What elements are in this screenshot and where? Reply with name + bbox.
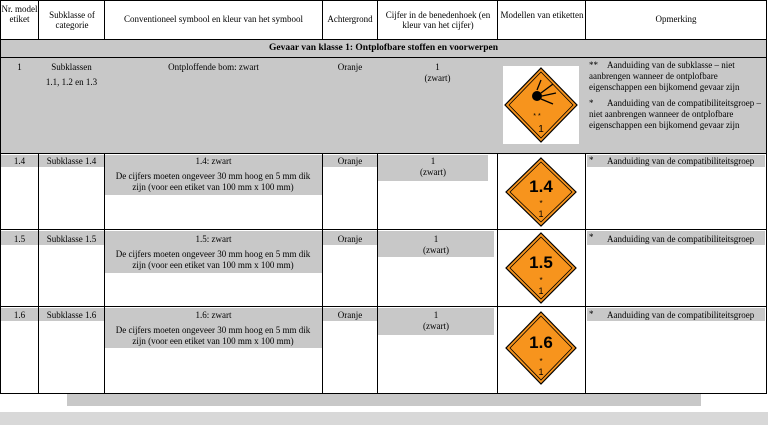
label-model-1-5 (503, 231, 579, 305)
note-mark: * (589, 155, 594, 165)
row-digit-color: (zwart) (423, 245, 449, 255)
row-nr: 1 (17, 62, 22, 72)
table-border (104, 0, 105, 40)
row-symbol: 1.4: zwart (195, 156, 232, 166)
row-subclass: Subklassen (51, 62, 92, 72)
table-border (0, 153, 767, 154)
row-digit-color: (zwart) (420, 167, 446, 177)
label-number: 1 (538, 367, 544, 377)
row-background-color: Oranje (337, 234, 363, 244)
row-digit: 1 (430, 156, 436, 166)
table-border (766, 0, 767, 394)
section-title: Gevaar van klasse 1: Ontplofbare stoffen en voorwerpen (0, 40, 767, 57)
explosive-label-1-6-icon (503, 310, 579, 386)
header-note: Opmerking (655, 14, 697, 24)
label-subclass: 1.4 (529, 177, 553, 196)
label-star: * (539, 276, 543, 285)
row-symbol-note: De cijfers moeten ongeveer 30 mm hoog en 5 mm dik zijn (voor een etiket van 100 mm x 100 mm) (115, 249, 311, 270)
row-symbol: 1.6: zwart (195, 310, 232, 320)
row-background-color: Oranje (337, 62, 363, 72)
label-star: * (539, 357, 543, 366)
row-background-color: Oranje (337, 156, 363, 166)
table-border (0, 0, 767, 1)
note-mark: * (589, 309, 594, 319)
explosive-label-1-4-icon (503, 156, 579, 228)
horizontal-strip (67, 394, 701, 406)
row-nr: 1.5 (13, 234, 26, 244)
header-background: Achtergrond (327, 14, 373, 24)
row-symbol-note: De cijfers moeten ongeveer 30 mm hoog en 5 mm dik zijn (voor een etiket van 100 mm x 100 mm) (115, 325, 311, 346)
table-border (38, 0, 39, 40)
row-symbol: 1.5: zwart (195, 234, 232, 244)
header-digit: Cijfer in de benedenhoek (en kleur van het cijfer) (385, 10, 491, 30)
table-border (497, 0, 498, 40)
table-border (0, 306, 767, 307)
bottom-bar (0, 412, 768, 425)
label-model-1 (503, 66, 579, 144)
row-nr: 1.4 (13, 156, 26, 166)
label-number: 1 (538, 209, 544, 219)
label-model-1-6 (503, 310, 579, 386)
row-background-color: Oranje (337, 310, 363, 320)
row-digit-color: (zwart) (424, 73, 451, 83)
explosive-label-1-icon (503, 66, 579, 144)
table-border (0, 229, 767, 230)
explosive-label-1-5-icon (503, 231, 579, 305)
row-subclass-detail: 1.1, 1.2 en 1.3 (45, 77, 98, 87)
row-symbol-note: De cijfers moeten ongeveer 30 mm hoog en 5 mm dik zijn (voor een etiket van 100 mm x 100 mm) (115, 171, 311, 192)
row-note: Aanduiding van de compatibiliteitsgroep (607, 156, 755, 166)
row-symbol: Ontploffende bom: zwart (168, 62, 259, 72)
header-nr: Nr. model etiket (1, 4, 38, 24)
table-border (377, 0, 378, 40)
note-mark: * (589, 98, 594, 108)
note-mark: * (589, 232, 594, 242)
row-subclass: Subklasse 1.5 (46, 234, 97, 244)
table-border (585, 0, 586, 40)
label-number: 1 (538, 124, 544, 135)
header-subclass: Subklasse of categorie (49, 10, 95, 30)
row-digit: 1 (433, 310, 439, 320)
label-model-1-4 (503, 156, 579, 228)
row-digit: 1 (433, 234, 439, 244)
row-note: Aanduiding van de compatibiliteitsgroep (607, 310, 755, 320)
row-subclass: Subklasse 1.6 (46, 310, 97, 320)
label-star: * * (533, 113, 541, 120)
row-note: Aanduiding van de subklasse – niet aanbrengen wanneer de ontplofbare eigenschappen een bijkomend gevaar zijn (589, 60, 740, 92)
note-mark: ** (589, 60, 598, 70)
row-nr: 1.6 (13, 310, 26, 320)
row-digit: 1 (435, 62, 440, 72)
header-models: Modellen van etiketten (500, 10, 584, 20)
row-digit-color: (zwart) (423, 321, 449, 331)
label-subclass: 1.5 (529, 253, 553, 272)
row-note: Aanduiding van de compatibiliteitsgroep – niet aanbrengen wanneer de ontplofbare eigenschappen een bijkomend gevaar zijn (589, 98, 761, 130)
label-number: 1 (538, 286, 544, 296)
row-subclass: Subklasse 1.4 (46, 156, 97, 166)
label-subclass: 1.6 (529, 333, 553, 352)
label-star: * (539, 199, 543, 208)
header-symbol: Conventioneel symbool en kleur van het symbool (124, 14, 303, 24)
row-note: Aanduiding van de compatibiliteitsgroep (607, 234, 755, 244)
